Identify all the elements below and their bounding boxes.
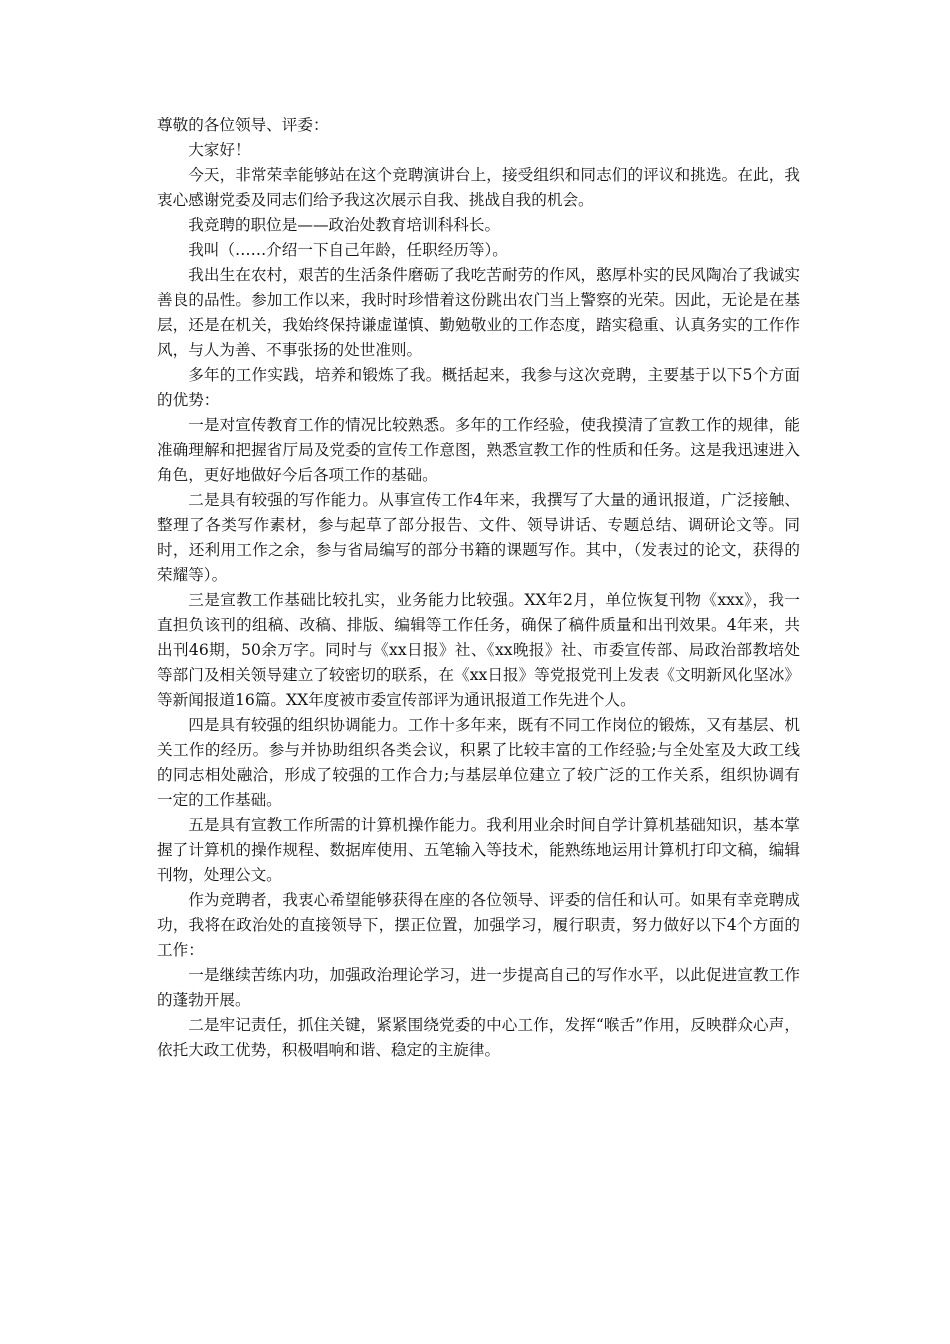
paragraph-opening: 今天，非常荣幸能够站在这个竞聘演讲台上，接受组织和同志们的评议和挑选。在此，我衷心感谢党委及同志们给予我这次展示自我、挑战自我的机会。: [157, 166, 800, 209]
paragraph-background: 我出生在农村，艰苦的生活条件磨砺了我吃苦耐劳的作风，憨厚朴实的民风陶冶了我诚实善良的品性。参加工作以来，我时时珍惜着这份跳出农门当上警察的光荣。因此，无论是在基层，还是在机关，我始终保持谦虚谨慎、勤勉敬业的工作态度，踏实稳重、认真务实的工作作风，与人为善、不事张扬的处世准则。: [157, 266, 800, 359]
paragraph-plan-2: 二是牢记责任，抓住关键，紧紧围绕党委的中心工作，发挥“喉舌”作用，反映群众心声，依托大政工优势，积极唱响和谐、稳定的主旋律。: [157, 1016, 800, 1059]
paragraph-advantage-4: 四是具有较强的组织协调能力。工作十多年来，既有不同工作岗位的锻炼，又有基层、机关工作的经历。参与并协助组织各类会议，积累了比较丰富的工作经验;与全处室及大政工线的同志相处融洽，形成了较强的工作合力;与基层单位建立了较广泛的工作关系，组织协调有一定的工作基础。: [157, 716, 800, 809]
paragraph-self-intro: 我叫（……介绍一下自己年龄，任职经历等）。: [188, 241, 508, 259]
paragraph-plan-intro: 作为竞聘者，我衷心希望能够获得在座的各位领导、评委的信任和认可。如果有幸竞聘成功，我将在政治处的直接领导下，摆正位置，加强学习，履行职责，努力做好以下4个方面的工作：: [157, 891, 800, 959]
paragraph-position: 我竞聘的职位是——政治处教育培训科科长。: [188, 216, 501, 234]
greeting: 大家好！: [188, 141, 251, 159]
paragraph-advantage-1: 一是对宣传教育工作的情况比较熟悉。多年的工作经验，使我摸清了宣教工作的规律，能准确理解和把握省厅局及党委的宣传工作意图，熟悉宣教工作的性质和任务。这是我迅速进入角色，更好地做好今后各项工作的基础。: [157, 416, 800, 484]
document-page: [157, 113, 800, 1063]
salutation: 尊敬的各位领导、评委：: [157, 116, 329, 134]
paragraph-advantage-2: 二是具有较强的写作能力。从事宣传工作4年来，我撰写了大量的通讯报道，广泛接触、整理了各类写作素材，参与起草了部分报告、文件、领导讲话、专题总结、调研论文等。同时，还利用工作之余，参与省局编写的部分书籍的课题写作。其中，（发表过的论文，获得的荣耀等）。: [157, 491, 800, 584]
paragraph-plan-1: 一是继续苦练内功，加强政治理论学习，进一步提高自己的写作水平，以此促进宣教工作的蓬勃开展。: [157, 966, 800, 1009]
paragraph-advantage-3: 三是宣教工作基础比较扎实，业务能力比较强。XX年2月，单位恢复刊物《xxx》，我一直担负该刊的组稿、改稿、排版、编辑等工作任务，确保了稿件质量和出刊效果。4年来，共出刊46期，50余万字。同时与《xx日报》社、《xx晚报》社、市委宣传部、局政治部教培处等部门及相关领导建立了较密切的联系，在《xx日报》等党报党刊上发表《文明新风化坚冰》等新闻报道16篇。XX年度被市委宣传部评为通讯报道工作先进个人。: [157, 591, 800, 709]
paragraph-advantages-intro: 多年的工作实践，培养和锻炼了我。概括起来，我参与这次竞聘，主要基于以下5个方面的优势：: [157, 366, 800, 409]
paragraph-advantage-5: 五是具有宣教工作所需的计算机操作能力。我利用业余时间自学计算机基础知识，基本掌握了计算机的操作规程、数据库使用、五笔输入等技术，能熟练地运用计算机打印文稿，编辑刊物，处理公文。: [157, 816, 800, 884]
